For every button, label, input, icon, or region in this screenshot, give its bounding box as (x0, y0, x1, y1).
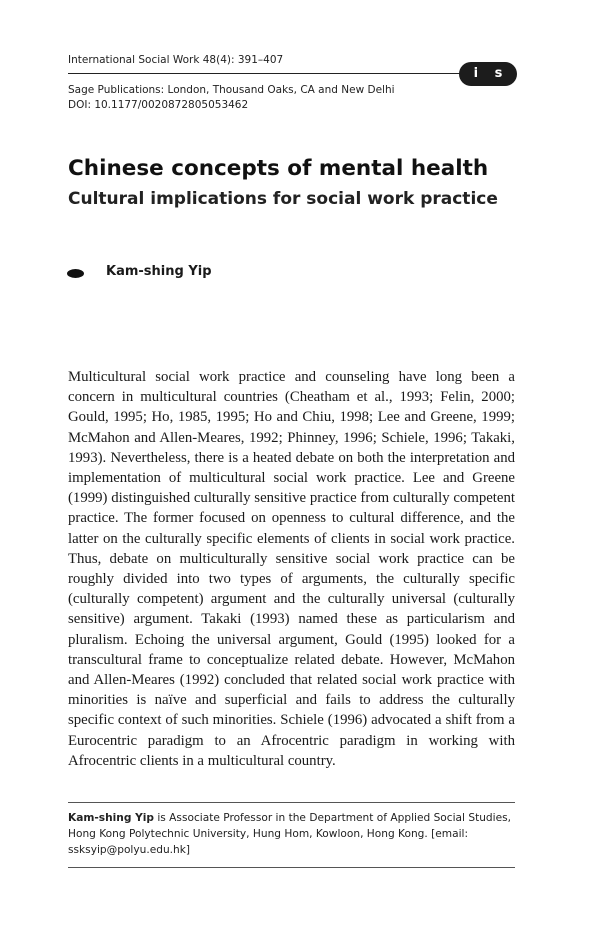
journal-citation: International Social Work 48(4): 391–407 (68, 54, 284, 66)
header-rule (68, 73, 460, 74)
body-paragraph: Multicultural social work practice and counseling have long been a concern in multicultural countries (Cheatham et al., 1993; Felin, 2000; Gould, 1995; Ho, 1985, 1995; Ho and Chiu, 1998; Lee and Greene, 1999; McMahon and Allen-Meares, 1992; Phinney, 1996; Schiele, 1996; Takaki, 1993). Nevertheless, there is a heated debate on both the interpretation and implementation of multicultural social work practice. Lee and Greene (1999) distinguished culturally sensitive practice from culturally competent practice. The former focused on openness to cultural difference, and the latter on the culturally specific elements of clients in social work practice. Thus, debate on multiculturally sensitive social work practice can be roughly divided into two types of arguments, the culturally specific (culturally competent) argument and the culturally universal (culturally sensitive) argument. Takaki (1993) named these as particularism and pluralism. Echoing the universal argument, Gould (1995) looked for a transcultural frame to conceptualize related debate. However, McMahon and Allen-Meares (1992) concluded that related social work practice with minorities is naïve and superficial and fails to address the culturally specific context of such minorities. Schiele (1996) advocated a shift from a Eurocentric paradigm to an Afrocentric paradigm in working with Afrocentric clients in a multicultural country. (68, 369, 515, 769)
publisher-line: Sage Publications: London, Thousand Oaks, CA and New Delhi (68, 84, 395, 96)
journal-logo: i s w (459, 62, 517, 86)
publisher-block (68, 83, 395, 113)
author-bullet-icon (67, 269, 84, 278)
doi-line: DOI: 10.1177/0020872805053462 (68, 99, 249, 111)
footnote-affiliation: is Associate Professor in the Department of Applied Social Studies, Hong Kong Polytechnic University, Hung Hom, Kowloon, Hong Kong. [email: ssksyip@polyu.edu.hk] (68, 812, 512, 856)
author-name: Kam-shing Yip (106, 264, 212, 279)
article-subtitle: Cultural implications for social work practice (68, 189, 498, 209)
footnote-rule-bottom (68, 867, 515, 868)
footnote-author-name: Kam-shing Yip (68, 812, 154, 824)
footnote-rule-top (68, 802, 515, 803)
article-title: Chinese concepts of mental health (68, 156, 489, 181)
author-footnote (68, 810, 515, 858)
